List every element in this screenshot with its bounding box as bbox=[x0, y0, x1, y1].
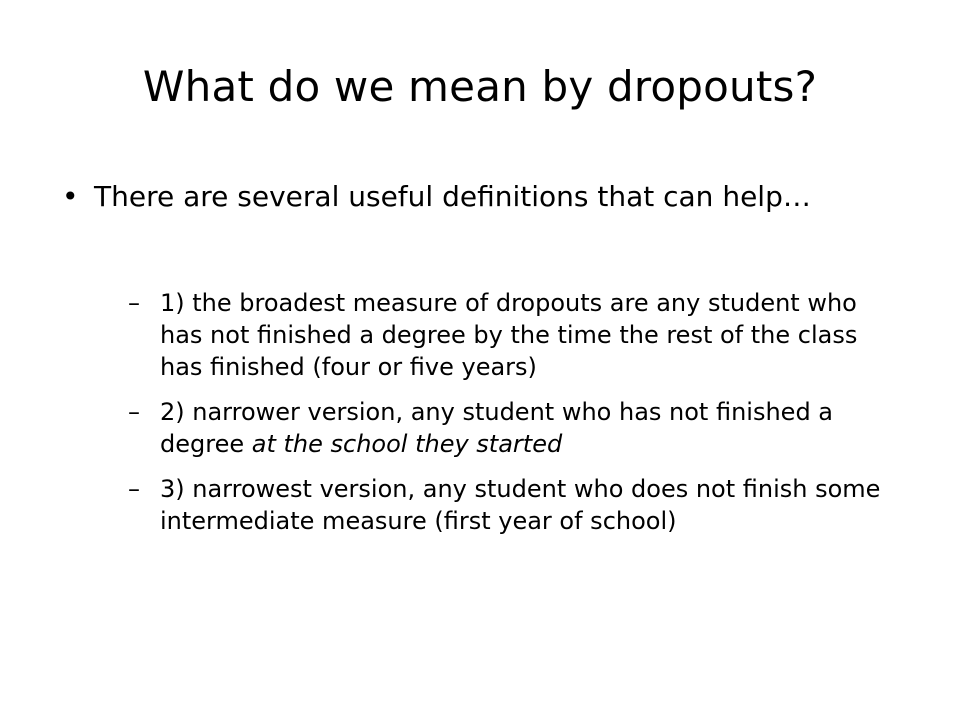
sub-bullet-item bbox=[128, 287, 898, 383]
sub-bullet-text: 3) narrowest version, any student who does not finish some intermediate measure (first year of school) bbox=[160, 475, 881, 535]
sub-bullet-text-regular: 2) narrower version, any student who has not finished a degree bbox=[160, 398, 834, 458]
bullet-item bbox=[62, 178, 842, 216]
sub-bullet-text bbox=[160, 396, 898, 460]
sub-bullet-list bbox=[128, 287, 898, 550]
slide-title: What do we mean by dropouts? bbox=[142, 62, 818, 111]
dash-marker: – bbox=[128, 475, 140, 503]
bullet-marker: • bbox=[62, 180, 79, 213]
sub-bullet-text-italic: at the school they started bbox=[251, 430, 563, 458]
bullet-text: There are several useful definitions that can help… bbox=[94, 180, 811, 213]
dash-marker: – bbox=[128, 289, 140, 317]
dash-marker: – bbox=[128, 398, 140, 426]
sub-bullet-item bbox=[128, 473, 898, 537]
sub-bullet-text: 1) the broadest measure of dropouts are any student who has not finished a degree by the time the rest of the class has finished (four or five years) bbox=[160, 289, 858, 381]
sub-bullet-item bbox=[128, 396, 898, 460]
